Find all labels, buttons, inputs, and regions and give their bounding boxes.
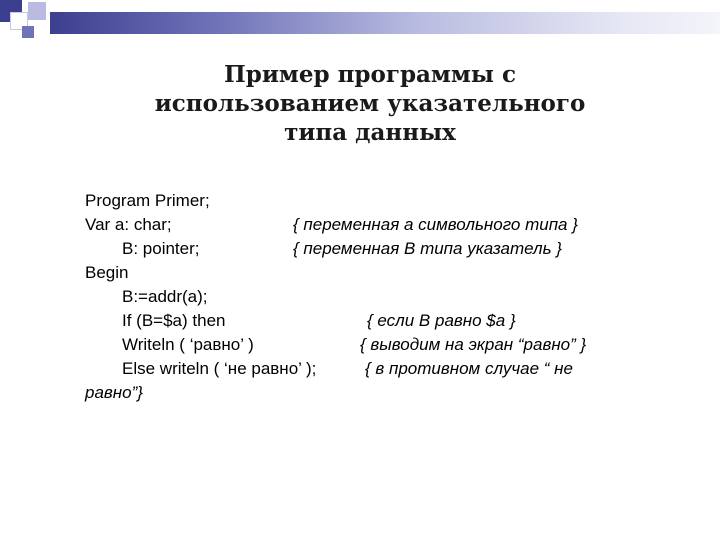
code-line-program: Program Primer;: [85, 191, 210, 210]
code-comment-else: { в противном случае “ не: [365, 359, 573, 378]
code-line-begin: Begin: [85, 263, 129, 282]
code-comment-var-a: { переменная a символьного типа }: [293, 215, 578, 234]
code-comment-if: { если B равно $a }: [367, 311, 516, 330]
code-line-var-b: B: pointer;: [122, 239, 200, 258]
title-line-3: типа данных: [284, 119, 456, 146]
code-line-if: If (B=$a) then: [122, 311, 226, 330]
code-line-writeln: Writeln ( ‘равно’ ): [122, 335, 254, 354]
code-comment-else-continuation: равно”}: [85, 383, 143, 402]
code-line-else: Else writeln ( ‘не равно’ );: [122, 359, 317, 378]
code-comment-var-b: { переменная B типа указатель }: [293, 239, 562, 258]
code-comment-writeln: { выводим на экран “равно” }: [360, 335, 587, 354]
title-line-1: Пример программы с: [224, 61, 516, 88]
title-line-2: использованием указательного: [154, 90, 586, 117]
code-line-assign: B:=addr(a);: [122, 287, 208, 306]
code-line-var-a: Var a: char;: [85, 215, 172, 234]
